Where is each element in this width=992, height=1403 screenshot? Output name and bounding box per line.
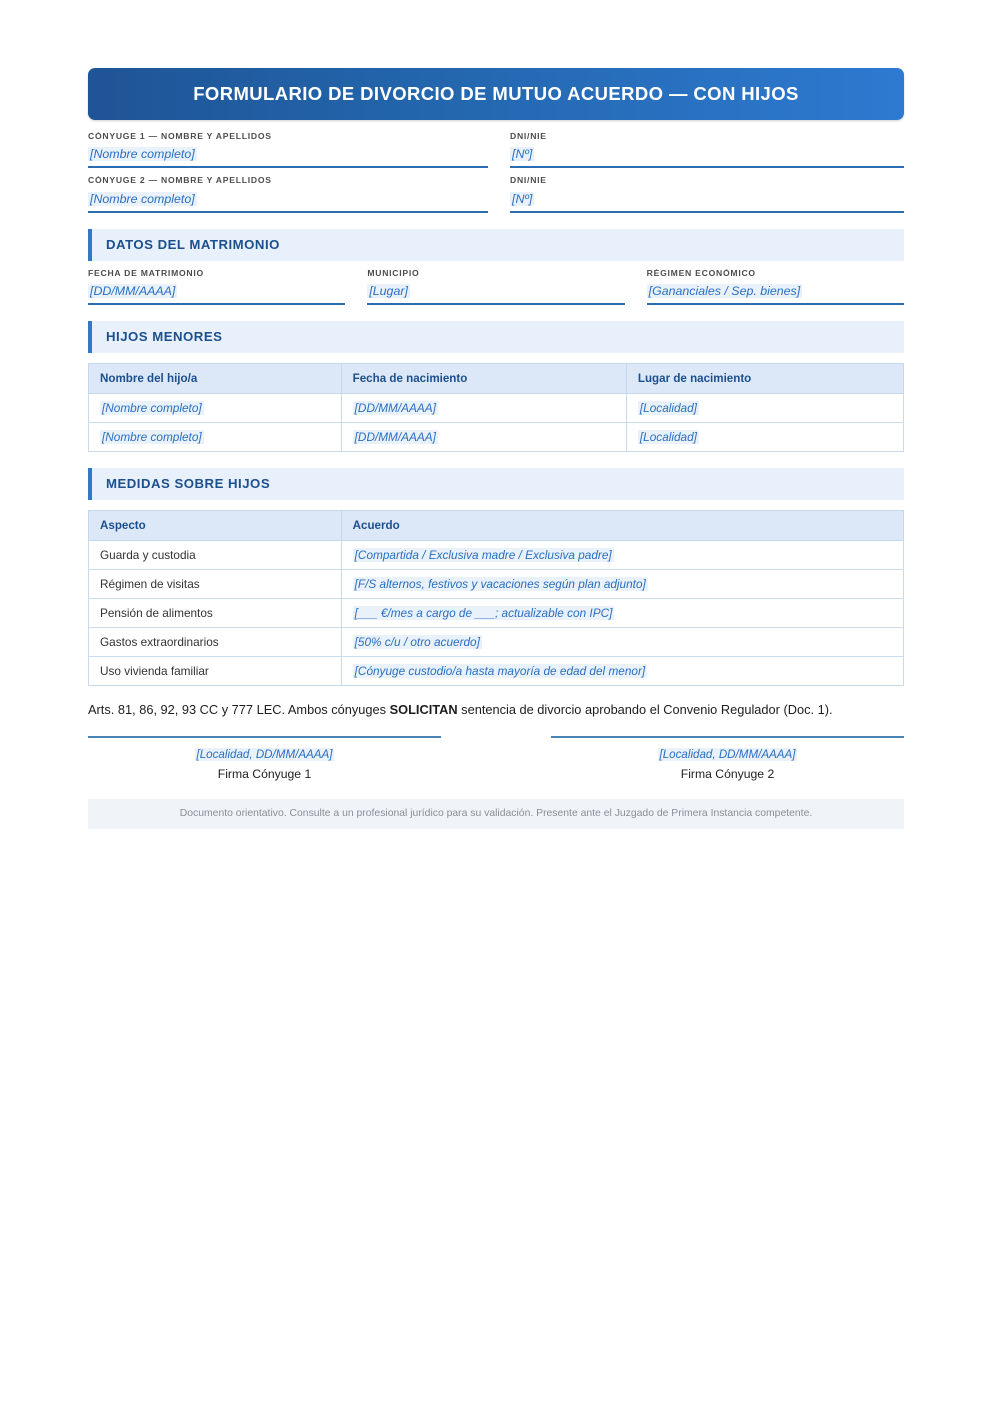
spouse-2-id-label: DNI/NIE xyxy=(510,176,547,186)
footer-disclaimer: Documento orientativo. Consulte a un profesional jurídico para su validación. Presente ante el Juzgado de Primera Instancia competente. xyxy=(88,799,904,829)
measure-custody-value: [Compartida / Exclusiva madre / Exclusiva padre] xyxy=(354,548,612,563)
marriage-regime-placeholder: [Gananciales / Sep. bienes] xyxy=(648,284,801,299)
child-1-birthplace-cell[interactable] xyxy=(626,394,903,423)
children-col-birthdate: Fecha de nacimiento xyxy=(341,364,626,394)
table-row xyxy=(89,394,904,423)
measure-housing-value-cell[interactable] xyxy=(341,657,903,686)
measure-visits-value-cell[interactable] xyxy=(341,570,903,599)
spouse-1-row xyxy=(88,132,904,168)
marriage-date-field[interactable] xyxy=(88,269,345,305)
table-row xyxy=(89,423,904,452)
marriage-fields-row xyxy=(88,269,904,305)
spouse-2-name-value[interactable] xyxy=(88,189,488,213)
signature-block-spouse-2[interactable] xyxy=(551,736,904,781)
spouse-2-name-placeholder: [Nombre completo] xyxy=(90,191,195,206)
measures-col-aspect: Aspecto xyxy=(89,511,342,541)
signature-area xyxy=(88,736,904,781)
measures-table xyxy=(88,510,904,686)
marriage-date-value[interactable] xyxy=(88,281,345,305)
marriage-regime-field[interactable] xyxy=(647,269,904,305)
legal-text-before: Arts. 81, 86, 92, 93 CC y 777 LEC. Ambos cónyuges xyxy=(88,702,390,718)
measure-visits-label: Régimen de visitas xyxy=(89,570,342,599)
table-row xyxy=(89,628,904,657)
measure-custody-label: Guarda y custodia xyxy=(89,541,342,570)
spouse-2-id-value[interactable] xyxy=(510,189,904,213)
marriage-municipality-placeholder: [Lugar] xyxy=(369,284,408,299)
measure-housing-value: [Cónyuge custodio/a hasta mayoría de edad del menor] xyxy=(354,664,646,679)
form-title-banner xyxy=(88,68,904,120)
section-header-marriage xyxy=(88,229,904,261)
spouse-1-name-value[interactable] xyxy=(88,144,488,168)
spouse-1-id-field[interactable] xyxy=(510,132,904,168)
spouse-2-id-placeholder: [Nº] xyxy=(512,191,533,206)
table-row xyxy=(89,657,904,686)
section-header-measures xyxy=(88,468,904,500)
page-title: FORMULARIO DE DIVORCIO DE MUTUO ACUERDO — CON HIJOS xyxy=(193,83,799,104)
signature-2-place-date: [Localidad, DD/MM/AAAA] xyxy=(659,748,796,762)
child-2-birthplace-cell[interactable] xyxy=(626,423,903,452)
spouse-2-row xyxy=(88,176,904,212)
measure-alimony-value-cell[interactable] xyxy=(341,599,903,628)
spouse-1-id-placeholder: [Nº] xyxy=(512,147,533,162)
measures-table-header-row xyxy=(89,511,904,541)
signature-2-name: Firma Cónyuge 2 xyxy=(680,767,775,782)
children-table xyxy=(88,363,904,452)
marriage-date-label: FECHA DE MATRIMONIO xyxy=(88,268,204,278)
legal-basis-paragraph xyxy=(88,700,904,720)
signature-block-spouse-1[interactable] xyxy=(88,736,441,781)
measure-extra-expenses-label: Gastos extraordinarios xyxy=(89,628,342,657)
measure-alimony-label: Pensión de alimentos xyxy=(89,599,342,628)
section-header-children xyxy=(88,321,904,353)
child-2-birthdate: [DD/MM/AAAA] xyxy=(354,430,436,445)
child-1-birthdate: [DD/MM/AAAA] xyxy=(354,401,436,416)
child-2-birthdate-cell[interactable] xyxy=(341,423,626,452)
spouse-2-name-label: CÓNYUGE 2 — NOMBRE Y APELLIDOS xyxy=(88,176,272,186)
children-table-header-row xyxy=(89,364,904,394)
table-row xyxy=(89,599,904,628)
measures-col-agreement: Acuerdo xyxy=(341,511,903,541)
section-title-marriage: DATOS DEL MATRIMONIO xyxy=(106,236,280,252)
child-1-birthplace: [Localidad] xyxy=(639,401,697,416)
marriage-regime-value[interactable] xyxy=(647,281,904,305)
child-2-name-cell[interactable] xyxy=(89,423,342,452)
marriage-municipality-value[interactable] xyxy=(367,281,624,305)
spouse-1-name-field[interactable] xyxy=(88,132,488,168)
signature-1-place-date: [Localidad, DD/MM/AAAA] xyxy=(196,748,333,762)
marriage-municipality-field[interactable] xyxy=(367,269,624,305)
measure-custody-value-cell[interactable] xyxy=(341,541,903,570)
spouse-2-name-field[interactable] xyxy=(88,176,488,212)
marriage-date-placeholder: [DD/MM/AAAA] xyxy=(90,284,176,299)
children-col-birthplace: Lugar de nacimiento xyxy=(626,364,903,394)
child-1-birthdate-cell[interactable] xyxy=(341,394,626,423)
children-col-name: Nombre del hijo/a xyxy=(89,364,342,394)
spouse-1-id-value[interactable] xyxy=(510,144,904,168)
child-1-name: [Nombre completo] xyxy=(102,401,202,416)
measure-extra-expenses-value: [50% c/u / otro acuerdo] xyxy=(354,635,480,650)
child-1-name-cell[interactable] xyxy=(89,394,342,423)
spouse-2-id-field[interactable] xyxy=(510,176,904,212)
table-row xyxy=(89,570,904,599)
child-2-name: [Nombre completo] xyxy=(102,430,202,445)
spouse-1-name-label: CÓNYUGE 1 — NOMBRE Y APELLIDOS xyxy=(88,132,272,141)
legal-emphasis: SOLICITAN xyxy=(389,702,458,718)
section-title-measures: MEDIDAS SOBRE HIJOS xyxy=(106,476,271,492)
signature-1-name: Firma Cónyuge 1 xyxy=(217,767,312,782)
spouse-1-name-placeholder: [Nombre completo] xyxy=(90,147,195,162)
marriage-regime-label: RÉGIMEN ECONÓMICO xyxy=(646,268,756,278)
measure-visits-value: [F/S alternos, festivos y vacaciones según plan adjunto] xyxy=(354,577,646,592)
table-row xyxy=(89,541,904,570)
measure-alimony-value: [___ €/mes a cargo de ___; actualizable con IPC] xyxy=(354,606,613,621)
legal-text-after: sentencia de divorcio aprobando el Convenio Regulador (Doc. 1). xyxy=(457,702,833,718)
measure-housing-label: Uso vivienda familiar xyxy=(89,657,342,686)
spouse-1-id-label: DNI/NIE xyxy=(510,132,547,141)
measure-extra-expenses-value-cell[interactable] xyxy=(341,628,903,657)
section-title-children: HIJOS MENORES xyxy=(106,329,223,345)
marriage-municipality-label: MUNICIPIO xyxy=(367,268,420,278)
child-2-birthplace: [Localidad] xyxy=(639,430,697,445)
